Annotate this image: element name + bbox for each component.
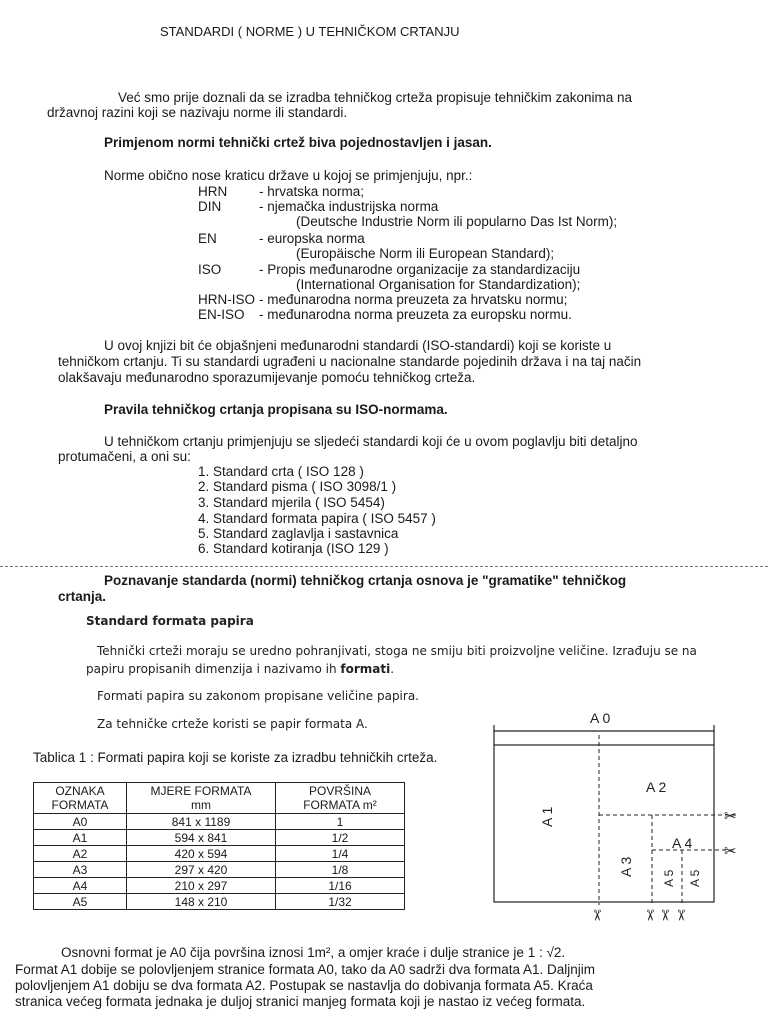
cell: 1/16 — [276, 878, 405, 894]
page-header-text: STANDARDI ( NORME ) U TEHNIČKOM CRTANJU — [160, 24, 460, 39]
cell: 297 x 420 — [127, 862, 276, 878]
label-a5-right: A 5 — [688, 869, 702, 887]
grammar-line-1: Poznavanje standarda (normi) tehničkog crtanja osnova je "gramatike" tehničkog — [104, 573, 627, 588]
norm-desc-din-2: (Deutsche Industrie Norm ili popularno Das Ist Norm); — [296, 214, 618, 229]
paper-format-diagram — [486, 705, 748, 930]
formats-table — [33, 782, 405, 910]
label-a1: A 1 — [539, 806, 555, 827]
standard-item: 4. Standard formata papira ( ISO 5457 ) — [198, 511, 436, 526]
norm-desc-hrn: - hrvatska norma; — [259, 184, 365, 199]
grammar-line-2: crtanja. — [58, 589, 107, 604]
a0-sheet — [494, 745, 714, 902]
paper-p1-line-1: Tehnički crteži moraju se uredno pohranjivati, stoga ne smiju biti proizvoljne veličine. Izrađuju se na — [97, 644, 697, 658]
label-a3: A 3 — [618, 856, 634, 877]
paper-p2: Formati papira su zakonom propisane veličine papira. — [97, 689, 419, 703]
table-row — [34, 894, 405, 910]
footer-line-4: stranica većeg formata jednaka je duljoj stranici manjeg formata koji je nastao iz većeg formata. — [15, 994, 586, 1009]
cell: 1 — [276, 814, 405, 830]
norm-desc-iso-2: (International Organisation for Standardization); — [296, 277, 581, 292]
norms-lead: Norme obično nose kraticu države u kojoj se primjenjuju, npr.: — [104, 168, 473, 183]
cell: A5 — [34, 894, 127, 910]
table-row — [34, 814, 405, 830]
table-row — [34, 878, 405, 894]
cell: 841 x 1189 — [127, 814, 276, 830]
section-divider — [0, 566, 768, 567]
standard-item: 5. Standard zaglavlja i sastavnica — [198, 526, 399, 541]
table-header-row — [34, 783, 405, 814]
norm-abbr-din: DIN — [198, 199, 222, 214]
header-mjere: MJERE FORMATA mm — [127, 783, 276, 814]
label-a2: A 2 — [646, 779, 667, 795]
scissors-icon: ✂ — [588, 909, 606, 922]
cell: A3 — [34, 862, 127, 878]
cell: 1/32 — [276, 894, 405, 910]
norm-abbr-en: EN — [198, 231, 217, 246]
standard-item: 1. Standard crta ( ISO 128 ) — [198, 464, 364, 479]
footer-line-3: polovljenjem A1 dobiju se dva formata A2. Postupak se nastavlja do dobivanja formata A5. Kraća — [15, 978, 593, 993]
norm-desc-din: - njemačka industrijska norma — [259, 199, 439, 214]
standard-item: 6. Standard kotiranja (ISO 129 ) — [198, 541, 389, 556]
standard-item: 3. Standard mjerila ( ISO 5454) — [198, 495, 385, 510]
norm-desc-en-iso: - međunarodna norma preuzeta za europsku normu. — [259, 307, 572, 322]
cell: 420 x 594 — [127, 846, 276, 862]
header-oznaka: OZNAKA FORMATA — [34, 783, 127, 814]
intro-line-2: državnoj razini koji se nazivaju norme ili standardi. — [47, 105, 348, 120]
label-a0: A 0 — [590, 710, 611, 726]
cell: 148 x 210 — [127, 894, 276, 910]
norm-abbr-iso: ISO — [198, 262, 222, 277]
scissors-icon: ✂ — [724, 807, 737, 825]
intro-line-1: Već smo prije doznali da se izradba tehničkog crteža propisuje tehničkim zakonima na — [118, 90, 633, 105]
paper-p3: Za tehničke crteže koristi se papir formata A. — [97, 717, 368, 731]
norm-desc-en: - europska norma — [259, 231, 365, 246]
table-row — [34, 862, 405, 878]
table-row — [34, 830, 405, 846]
cell: 210 x 297 — [127, 878, 276, 894]
book-line-3: olakšavaju međunarodno sporazumijevanje pomoću tehničkog crteža. — [58, 370, 476, 385]
label-a5-left: A 5 — [662, 869, 676, 887]
chapter-line-1: U tehničkom crtanju primjenjuju se sljedeći standardi koji će u ovom poglavlju biti detaljno — [104, 434, 638, 449]
cell: 1/2 — [276, 830, 405, 846]
rules-bold: Pravila tehničkog crtanja propisana su ISO-normama. — [104, 402, 448, 417]
norm-abbr-en-iso: EN-ISO — [198, 307, 245, 322]
norm-desc-hrn-iso: - međunarodna norma preuzeta za hrvatsku normu; — [259, 292, 568, 307]
cell: A4 — [34, 878, 127, 894]
label-a4: A 4 — [672, 835, 693, 851]
cell: 1/8 — [276, 862, 405, 878]
cell: A2 — [34, 846, 127, 862]
scissors-icon: ✂ — [724, 842, 737, 860]
cell: A0 — [34, 814, 127, 830]
book-line-2: tehničkom crtanju. Ti su standardi ugrađeni u nacionalne standarde pojedinih država i na taj način — [58, 354, 642, 369]
norm-abbr-hrn: HRN — [198, 184, 228, 199]
footer-line-1: Osnovni format je A0 čija površina iznosi 1m², a omjer kraće i dulje stranice je 1 : √2. — [61, 945, 566, 960]
table-row — [34, 846, 405, 862]
norm-desc-en-2: (Europäische Norm ili European Standard); — [296, 246, 555, 261]
header-povrsina: POVRŠINA FORMATA m² — [276, 783, 405, 814]
scissors-icon: ✂ — [656, 909, 674, 922]
norm-abbr-hrn-iso: HRN-ISO — [198, 292, 255, 307]
scissors-icon: ✂ — [641, 909, 659, 922]
scissors-icon: ✂ — [672, 909, 690, 922]
norm-desc-iso: - Propis međunarodne organizacije za standardizaciju — [259, 262, 581, 277]
standard-item: 2. Standard pisma ( ISO 3098/1 ) — [198, 479, 397, 494]
table-caption: Tablica 1 : Formati papira koji se koriste za izradbu tehničkih crteža. — [33, 750, 438, 765]
cell: 594 x 841 — [127, 830, 276, 846]
intro-bold: Primjenom normi tehnički crtež biva pojednostavljen i jasan. — [104, 135, 492, 150]
paper-section-title: Standard formata papira — [86, 614, 254, 628]
book-line-1: U ovoj knjizi bit će objašnjeni međunarodni standardi (ISO-standardi) koji se koriste u — [104, 338, 612, 353]
cell: A1 — [34, 830, 127, 846]
page-header — [150, 22, 510, 39]
footer-line-2: Format A1 dobije se polovljenjem stranice formata A0, tako da A0 sadrži dva formata A1. Daljnjim — [15, 962, 596, 977]
chapter-line-2: protumačeni, a oni su: — [58, 449, 191, 464]
paper-p1-line-2: papiru propisanih dimenzija i nazivamo ih formati. — [86, 662, 395, 676]
cell: 1/4 — [276, 846, 405, 862]
